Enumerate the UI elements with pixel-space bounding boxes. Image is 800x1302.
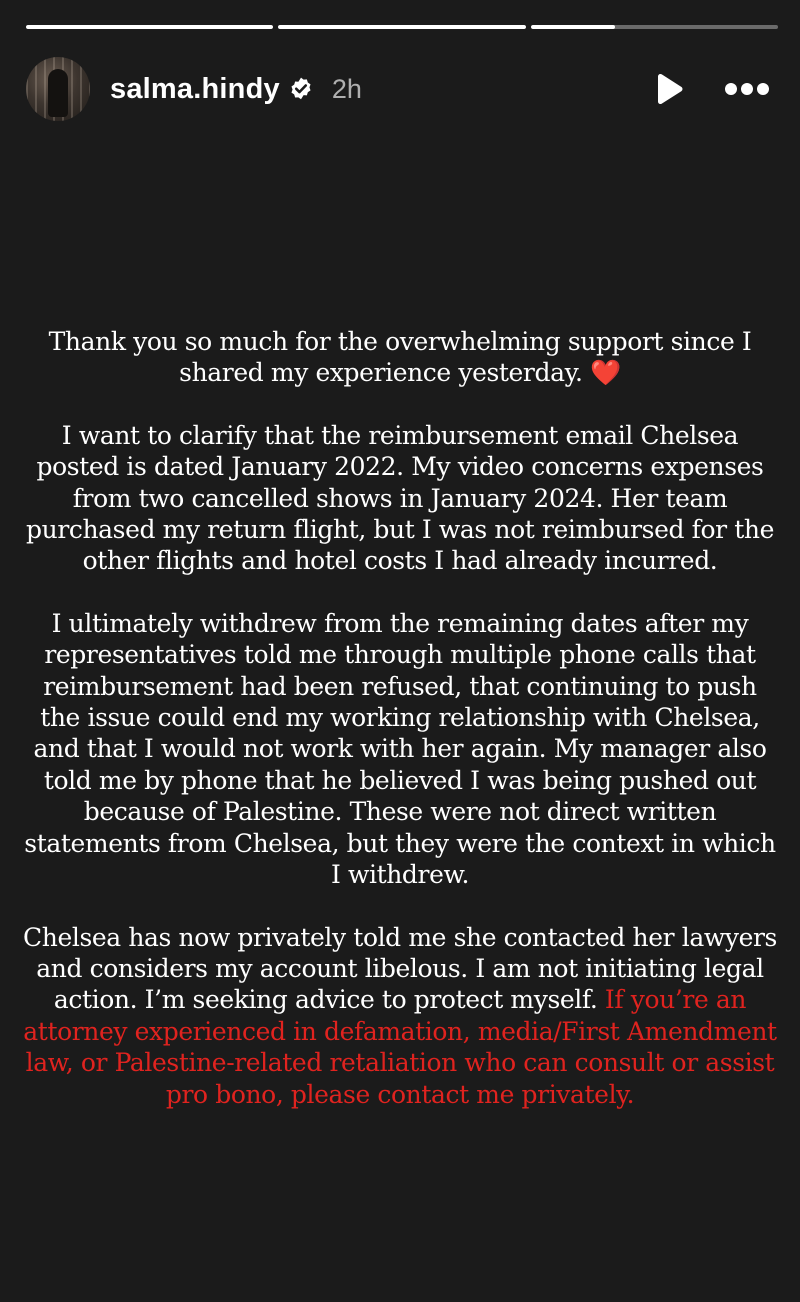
paragraph-2: I want to clarify that the reimbursement email Chelsea posted is dated January 2022. My video concerns expenses from two cancelled shows in January 2024. Her team purchased my return flight, but I was not reimbursed for the other flights and hotel costs I had already incurred. — [26, 420, 774, 576]
story-segment-3-fill — [531, 25, 615, 29]
paragraph-4 — [22, 922, 778, 1110]
paragraph-1-text: Thank you so much for the overwhelming support since I shared my experience yesterday. — [48, 327, 752, 388]
story-text — [22, 326, 778, 1141]
verified-badge-icon — [288, 76, 314, 102]
story-segment-3 — [531, 25, 778, 29]
more-options-icon[interactable] — [724, 82, 770, 96]
story-segment-2 — [278, 25, 525, 29]
story-segment-1-fill — [26, 25, 273, 29]
paragraph-4-highlight: If you’re an attorney experienced in defamation, media/First Amendment law, or Palestine-related retaliation who can consult or assist pro bono, please contact me privately. — [23, 985, 777, 1109]
paragraph-3: I ultimately withdrew from the remaining dates after my representatives told me through multiple phone calls that reimbursement had been refused, that continuing to push the issue could end my working relationship with Chelsea, and that I would not work with her again. My manager also told me by phone that he believed I was being pushed out because of Palestine. These were not direct written statements from Chelsea, but they were the context in which I withdrew. — [24, 608, 776, 890]
avatar[interactable] — [26, 57, 90, 121]
username[interactable]: salma.hindy — [110, 72, 280, 105]
story-segment-1 — [26, 25, 273, 29]
story-progress-bar — [26, 25, 778, 29]
play-icon[interactable] — [654, 73, 684, 105]
paragraph-4-text: Chelsea has now privately told me she contacted her lawyers and considers my account libelous. I am not initiating legal action. I’m seeking advice to protect myself. — [23, 922, 777, 1015]
paragraph-1 — [22, 326, 778, 389]
heart-emoji: ❤️ — [590, 358, 621, 388]
story-header — [26, 56, 770, 122]
post-time: 2h — [331, 73, 362, 104]
story-segment-2-fill — [278, 25, 525, 29]
